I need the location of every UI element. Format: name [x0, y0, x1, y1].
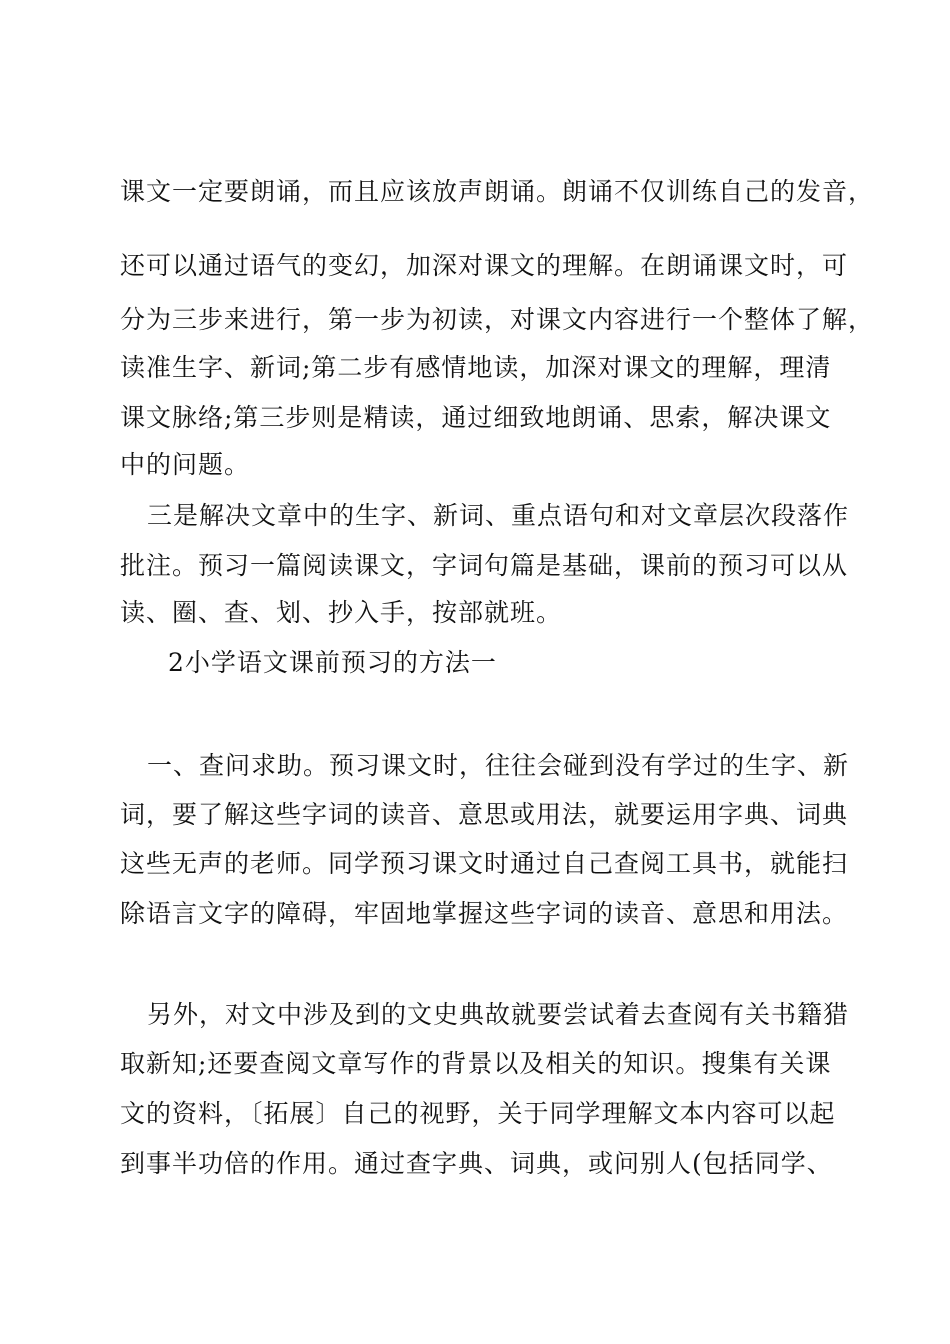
text-line: 还可以通过语气的变幻，加深对课文的理解。在朗诵课文时，可	[120, 251, 849, 280]
text-line: 文的资料，〔拓展〕自己的视野，关于同学理解文本内容可以起	[120, 1099, 836, 1128]
section-heading: 2小学语文课前预习的方法一	[168, 648, 497, 677]
text-line: 这些无声的老师。同学预习课文时通过自己查阅工具书，就能扫	[120, 849, 849, 878]
text-line: 读准生字、新词;第二步有感情地读，加深对课文的理解，理清	[120, 353, 832, 382]
text-line: 一、查问求助。预习课文时，往往会碰到没有学过的生字、新	[147, 751, 850, 780]
text-line: 词，要了解这些字词的读音、意思或用法，就要运用字典、词典	[120, 800, 849, 829]
text-line: 分为三步来进行，第一步为初读，对课文内容进行一个整体了解，	[120, 305, 875, 334]
text-line: 三是解决文章中的生字、新词、重点语句和对文章层次段落作	[147, 501, 850, 530]
text-line: 读、圈、查、划、抄入手，按部就班。	[120, 598, 563, 627]
text-line: 批注。预习一篇阅读课文，字词句篇是基础，课前的预习可以从	[120, 551, 849, 580]
text-line: 课文一定要朗诵，而且应该放声朗诵。朗诵不仅训练自己的发音，	[120, 177, 875, 206]
text-line: 中的问题。	[120, 450, 251, 479]
text-line: 取新知;还要查阅文章写作的背景以及相关的知识。搜集有关课	[120, 1049, 832, 1078]
text-line: 除语言文字的障碍，牢固地掌握这些字词的读音、意思和用法。	[120, 899, 849, 928]
text-line: 到事半功倍的作用。通过查字典、词典，或问别人(包括同学、	[120, 1149, 833, 1178]
text-line: 另外，对文中涉及到的文史典故就要尝试着去查阅有关书籍猎	[147, 1000, 850, 1029]
text-line: 课文脉络;第三步则是精读，通过细致地朗诵、思索，解决课文	[120, 403, 832, 432]
